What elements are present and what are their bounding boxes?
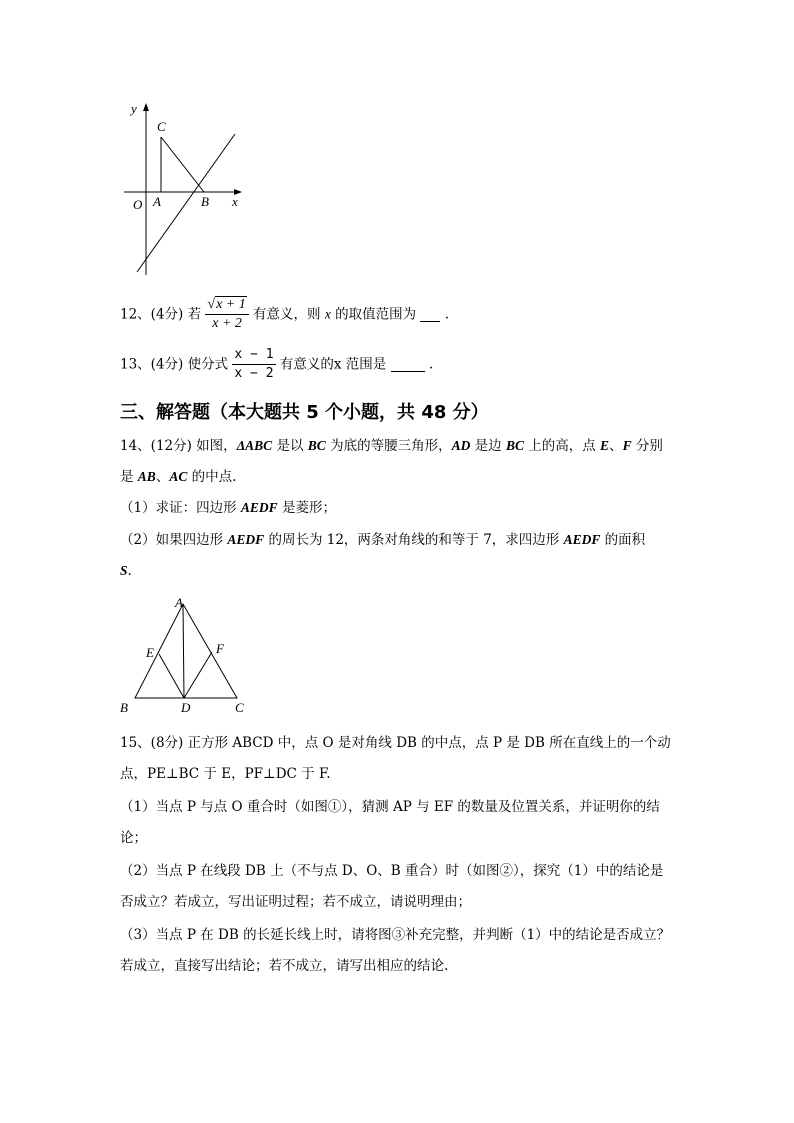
question-14-part2: （2）如果四边形 AEDF 的周长为 12，两条对角线的和等于 7，求四边形 AEDF 的面积 xyxy=(120,532,646,548)
question-15-line2: 点，PE⊥BC 于 E，PF⊥DC 于 F. xyxy=(120,766,331,782)
label-d: D xyxy=(181,700,191,715)
y-axis-arrow xyxy=(143,103,149,111)
question-15-part2: （2）当点 P 在线段 DB 上（不与点 D、O、B 重合）时（如图②），探究（1）中的结论是 xyxy=(120,863,664,879)
label-o: O xyxy=(133,197,143,212)
answer-blank-13[interactable] xyxy=(391,357,425,372)
label-a: A xyxy=(153,194,161,209)
label-y: y xyxy=(131,101,137,116)
label-b: B xyxy=(201,194,209,209)
label-a: A xyxy=(175,595,183,610)
label-x: x xyxy=(232,194,238,209)
question-12: 12、(4分) 若 $\frac{√x + 1}{x + 2}$ 有意义，则 x 的取值范围为 . xyxy=(120,297,450,331)
question-14-part1: （1）求证：四边形 AEDF 是菱形； xyxy=(120,500,336,516)
q13-fraction: $\frac{x - 1}{x - 2}$ xyxy=(234,347,274,381)
question-15-part3: （3）当点 P 在 DB 的长延长线上时，请将图③补充完整，并判断（1）中的结论是否成立？ xyxy=(120,927,671,943)
question-15-line1: 15、(8分) 正方形 ABCD 中，点 O 是对角线 DB 的中点，点 P 是 DB 所在直线上的一个动 xyxy=(120,735,671,751)
question-15-part1-cont: 论； xyxy=(120,830,147,846)
q12-fraction: $\frac{√x + 1}{x + 2}$ xyxy=(205,296,248,333)
straight-line xyxy=(137,134,235,272)
question-14-part2-cont: S. xyxy=(120,563,132,579)
question-13: 13、(4分) 使分式 $\frac{x - 1}{x - 2}$ 有意义的x 范围是 . xyxy=(120,347,434,381)
label-c: C xyxy=(235,700,244,715)
triangle-figure xyxy=(115,592,255,717)
question-15-part1: （1）当点 P 与点 O 重合时（如图①），猜测 AP 与 EF 的数量及位置关系，并证明你的结 xyxy=(120,799,660,815)
question-15-part2-cont: 否成立？若成立，写出证明过程；若不成立，请说明理由； xyxy=(120,894,471,910)
segment-fd xyxy=(184,652,212,698)
segment-ad xyxy=(183,604,184,698)
label-f: F xyxy=(216,641,224,656)
segment-cb xyxy=(161,137,204,192)
segment-ed xyxy=(159,654,184,698)
label-b: B xyxy=(120,700,128,715)
label-e: E xyxy=(146,645,154,660)
section-heading: 三、解答题（本大题共 5 个小题，共 48 分） xyxy=(120,402,489,423)
question-15-part3-cont: 若成立，直接写出结论；若不成立，请写出相应的结论. xyxy=(120,958,449,974)
question-14-line2: 是 AB、AC 的中点. xyxy=(120,469,237,485)
answer-blank-12[interactable] xyxy=(420,307,440,322)
label-c: C xyxy=(157,119,166,134)
coordinate-figure xyxy=(120,95,260,280)
question-14-line1: 14、(12分) 如图，ΔABC 是以 BC 为底的等腰三角形，AD 是边 BC 上的高，点 E、F 分别 xyxy=(120,438,663,454)
